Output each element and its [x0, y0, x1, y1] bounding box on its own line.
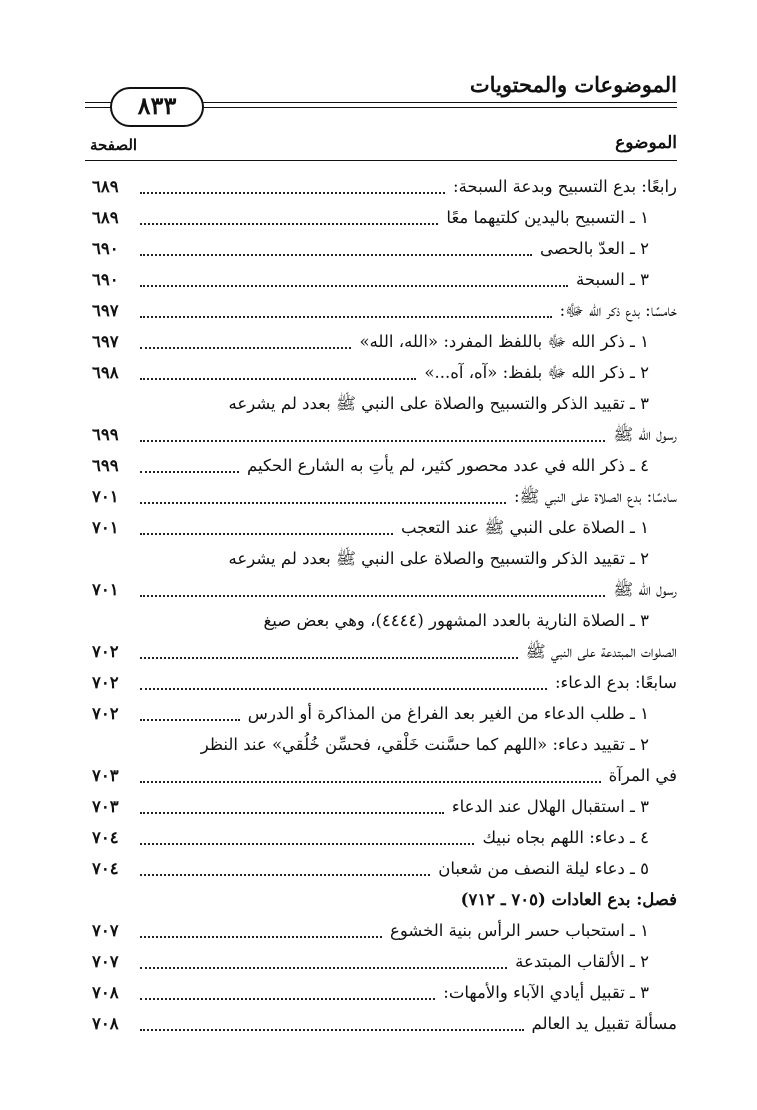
toc-entry-title: ٣ ـ السبحة: [575, 270, 649, 289]
toc-entry-page: ٦٩٧: [92, 332, 119, 351]
toc-entry-page: ٧٠٣: [92, 797, 119, 816]
dot-leader: [140, 285, 568, 287]
toc-entry-title: ٢ ـ تقييد الذكر والتسبيح والصلاة على النبي ﷺ بعدد لم يشرعه: [228, 549, 649, 568]
dot-leader: [140, 874, 430, 876]
toc-entry-title: ١ ـ ذكر الله ﷻ باللفظ المفرد: «الله، الله»: [359, 332, 649, 351]
dot-leader: [140, 812, 444, 814]
toc-entry-title: مسألة تقبيل يد العالم: [531, 1014, 677, 1033]
toc-entry: [90, 485, 677, 509]
dot-leader: [140, 719, 240, 721]
toc-entry-title: الصلوات المبتدعة على النبي ﷺ: [525, 642, 677, 661]
toc-entry-page: ٧٠١: [92, 580, 119, 599]
toc-entry-title: ٥ ـ دعاء ليلة النصف من شعبان: [438, 859, 649, 878]
row-spacer: [90, 943, 677, 950]
toc-entry: [90, 454, 677, 478]
row-spacer: [90, 230, 677, 237]
dot-leader: [140, 936, 382, 938]
dot-leader: [140, 316, 552, 318]
dot-leader: [140, 254, 532, 256]
toc-entry-title: فصل: بدع العادات (٧٠٥ ـ ٧١٢): [460, 890, 677, 909]
toc-entry-page: ٧٠٨: [92, 983, 119, 1002]
row-spacer: [90, 1005, 677, 1012]
page-number-badge: ٨٣٣: [110, 87, 204, 127]
row-spacer: [90, 571, 677, 578]
toc-entry: [90, 1012, 677, 1036]
toc-entry: [90, 857, 677, 881]
row-spacer: [90, 1036, 677, 1043]
row-spacer: [90, 261, 677, 268]
toc-entry-page: ٧٠٨: [92, 1014, 119, 1033]
toc-entry-page: ٧٠٧: [92, 921, 119, 940]
toc-entry-title: ٤ ـ دعاء: اللهم بجاه نبيك: [482, 828, 649, 847]
toc-entry: [90, 330, 677, 354]
toc-entry-title: ١ ـ الصلاة على النبي ﷺ عند التعجب: [400, 518, 649, 537]
dot-leader: [140, 440, 605, 442]
toc-entry-page: ٧٠٢: [92, 642, 119, 661]
dot-leader: [140, 533, 393, 535]
toc-entry: [90, 516, 677, 540]
toc-entry-title: ٢ ـ ذكر الله ﷻ بلفظ: «آه، آه...»: [424, 363, 649, 382]
toc-entry: [90, 671, 677, 695]
toc-entry: [90, 950, 677, 974]
toc-entry-page: ٧٠٤: [92, 859, 119, 878]
toc-entry: [90, 795, 677, 819]
row-spacer: [90, 323, 677, 330]
row-spacer: [90, 509, 677, 516]
toc-entry: [90, 702, 677, 726]
column-header-topic: الموضوع: [615, 133, 677, 153]
toc-entry-title: رابعًا: بدع التسبيح وبدعة السبحة:: [453, 177, 677, 196]
dot-leader: [140, 378, 416, 380]
toc-entry-title: سادسًا: بدع الصلاة على النبي ﷺ:: [514, 487, 677, 506]
toc-entry-title: ٣ ـ الصلاة النارية بالعدد المشهور (٤٤٤٤)، وهي بعض صيغ: [263, 611, 649, 630]
row-spacer: [90, 912, 677, 919]
row-spacer: [90, 478, 677, 485]
toc-entry: [90, 547, 677, 571]
toc-entry: [90, 578, 677, 602]
row-spacer: [90, 757, 677, 764]
dot-leader: [140, 347, 351, 349]
toc-entry-title: ٢ ـ العدّ بالحصى: [539, 239, 649, 258]
toc-entry: [90, 206, 677, 230]
toc-entry-title: ١ ـ طلب الدعاء من الغير بعد الفراغ من المذاكرة أو الدرس: [247, 704, 649, 723]
toc-entry-title: ١ ـ استحباب حسر الرأس بنية الخشوع: [390, 921, 649, 940]
toc-entry-title: رسول الله ﷺ: [613, 425, 677, 444]
toc-entry: [90, 981, 677, 1005]
column-header-page: الصفحة: [90, 136, 138, 154]
row-spacer: [90, 726, 677, 733]
row-spacer: [90, 602, 677, 609]
dot-leader: [140, 223, 438, 225]
toc-entry-page: ٦٩٩: [92, 425, 119, 444]
row-spacer: [90, 695, 677, 702]
toc-entry-page: ٦٩٠: [92, 239, 119, 258]
toc-entry-page: ٦٩٩: [92, 456, 119, 475]
toc-entry-title: ٢ ـ الألقاب المبتدعة: [515, 952, 649, 971]
toc-entry-page: ٧٠٢: [92, 704, 119, 723]
toc-entry-page: ٦٨٩: [92, 208, 119, 227]
toc-entry-title: خامسًا: بدع ذكر الله ﷻ:: [559, 301, 677, 320]
dot-leader: [140, 471, 239, 473]
row-spacer: [90, 664, 677, 671]
toc-entry-page: ٧٠٧: [92, 952, 119, 971]
toc-entry: [90, 733, 677, 757]
toc-entry: [90, 919, 677, 943]
toc-entry: [90, 175, 677, 199]
toc-entry: [90, 764, 677, 788]
row-spacer: [90, 354, 677, 361]
row-spacer: [90, 416, 677, 423]
toc-entry-page: ٧٠١: [92, 518, 119, 537]
toc-entry-page: ٦٩٠: [92, 270, 119, 289]
dot-leader: [140, 843, 474, 845]
row-spacer: [90, 633, 677, 640]
toc-entry-page: ٦٩٨: [92, 363, 119, 382]
dot-leader: [140, 595, 605, 597]
toc-entry: [90, 609, 677, 633]
toc-entry: [90, 268, 677, 292]
row-spacer: [90, 292, 677, 299]
dot-leader: [140, 502, 506, 504]
row-spacer: [90, 850, 677, 857]
row-spacer: [90, 199, 677, 206]
toc-entry: [90, 361, 677, 385]
dot-leader: [140, 998, 435, 1000]
toc-entry: [90, 888, 677, 912]
row-spacer: [90, 974, 677, 981]
dot-leader: [140, 192, 445, 194]
toc-entry-title: سابعًا: بدع الدعاء:: [554, 673, 677, 692]
toc-entry-page: ٧٠٤: [92, 828, 119, 847]
row-spacer: [90, 788, 677, 795]
row-spacer: [90, 819, 677, 826]
column-header-rule: [85, 160, 677, 161]
toc-entry: [90, 640, 677, 664]
toc-entry: [90, 423, 677, 447]
toc-entry-page: ٦٨٩: [92, 177, 119, 196]
toc-entry-page: ٧٠٢: [92, 673, 119, 692]
toc-entry-title: ٤ ـ ذكر الله في عدد محصور كثير، لم يأتِ به الشارع الحكيم: [246, 456, 649, 475]
dot-leader: [140, 688, 547, 690]
toc-entry-title: في المرآة: [608, 766, 677, 785]
toc-entry: [90, 826, 677, 850]
toc-entry-title: ٣ ـ استقبال الهلال عند الدعاء: [451, 797, 649, 816]
row-spacer: [90, 447, 677, 454]
toc-entry-page: ٦٩٧: [92, 301, 119, 320]
dot-leader: [140, 967, 507, 969]
dot-leader: [140, 657, 518, 659]
running-title: الموضوعات والمحتويات: [469, 72, 677, 97]
table-of-contents: [90, 175, 677, 1043]
toc-entry-page: ٧٠٣: [92, 766, 119, 785]
toc-entry-title: رسول الله ﷺ: [613, 580, 677, 599]
toc-entry-title: ٣ ـ تقبيل أيادي الآباء والأمهات:: [443, 983, 649, 1002]
row-spacer: [90, 881, 677, 888]
row-spacer: [90, 385, 677, 392]
toc-entry-title: ١ ـ التسبيح باليدين كلتيهما معًا: [446, 208, 649, 227]
dot-leader: [140, 781, 601, 783]
toc-entry-title: ٢ ـ تقييد دعاء: «اللهم كما حسَّنت خَلْقي، فحسِّن خُلُقي» عند النظر: [200, 735, 649, 754]
toc-entry: [90, 392, 677, 416]
toc-entry: [90, 237, 677, 261]
dot-leader: [140, 1029, 524, 1031]
toc-entry-page: ٧٠١: [92, 487, 119, 506]
toc-entry-title: ٣ ـ تقييد الذكر والتسبيح والصلاة على النبي ﷺ بعدد لم يشرعه: [228, 394, 649, 413]
toc-entry: [90, 299, 677, 323]
row-spacer: [90, 540, 677, 547]
